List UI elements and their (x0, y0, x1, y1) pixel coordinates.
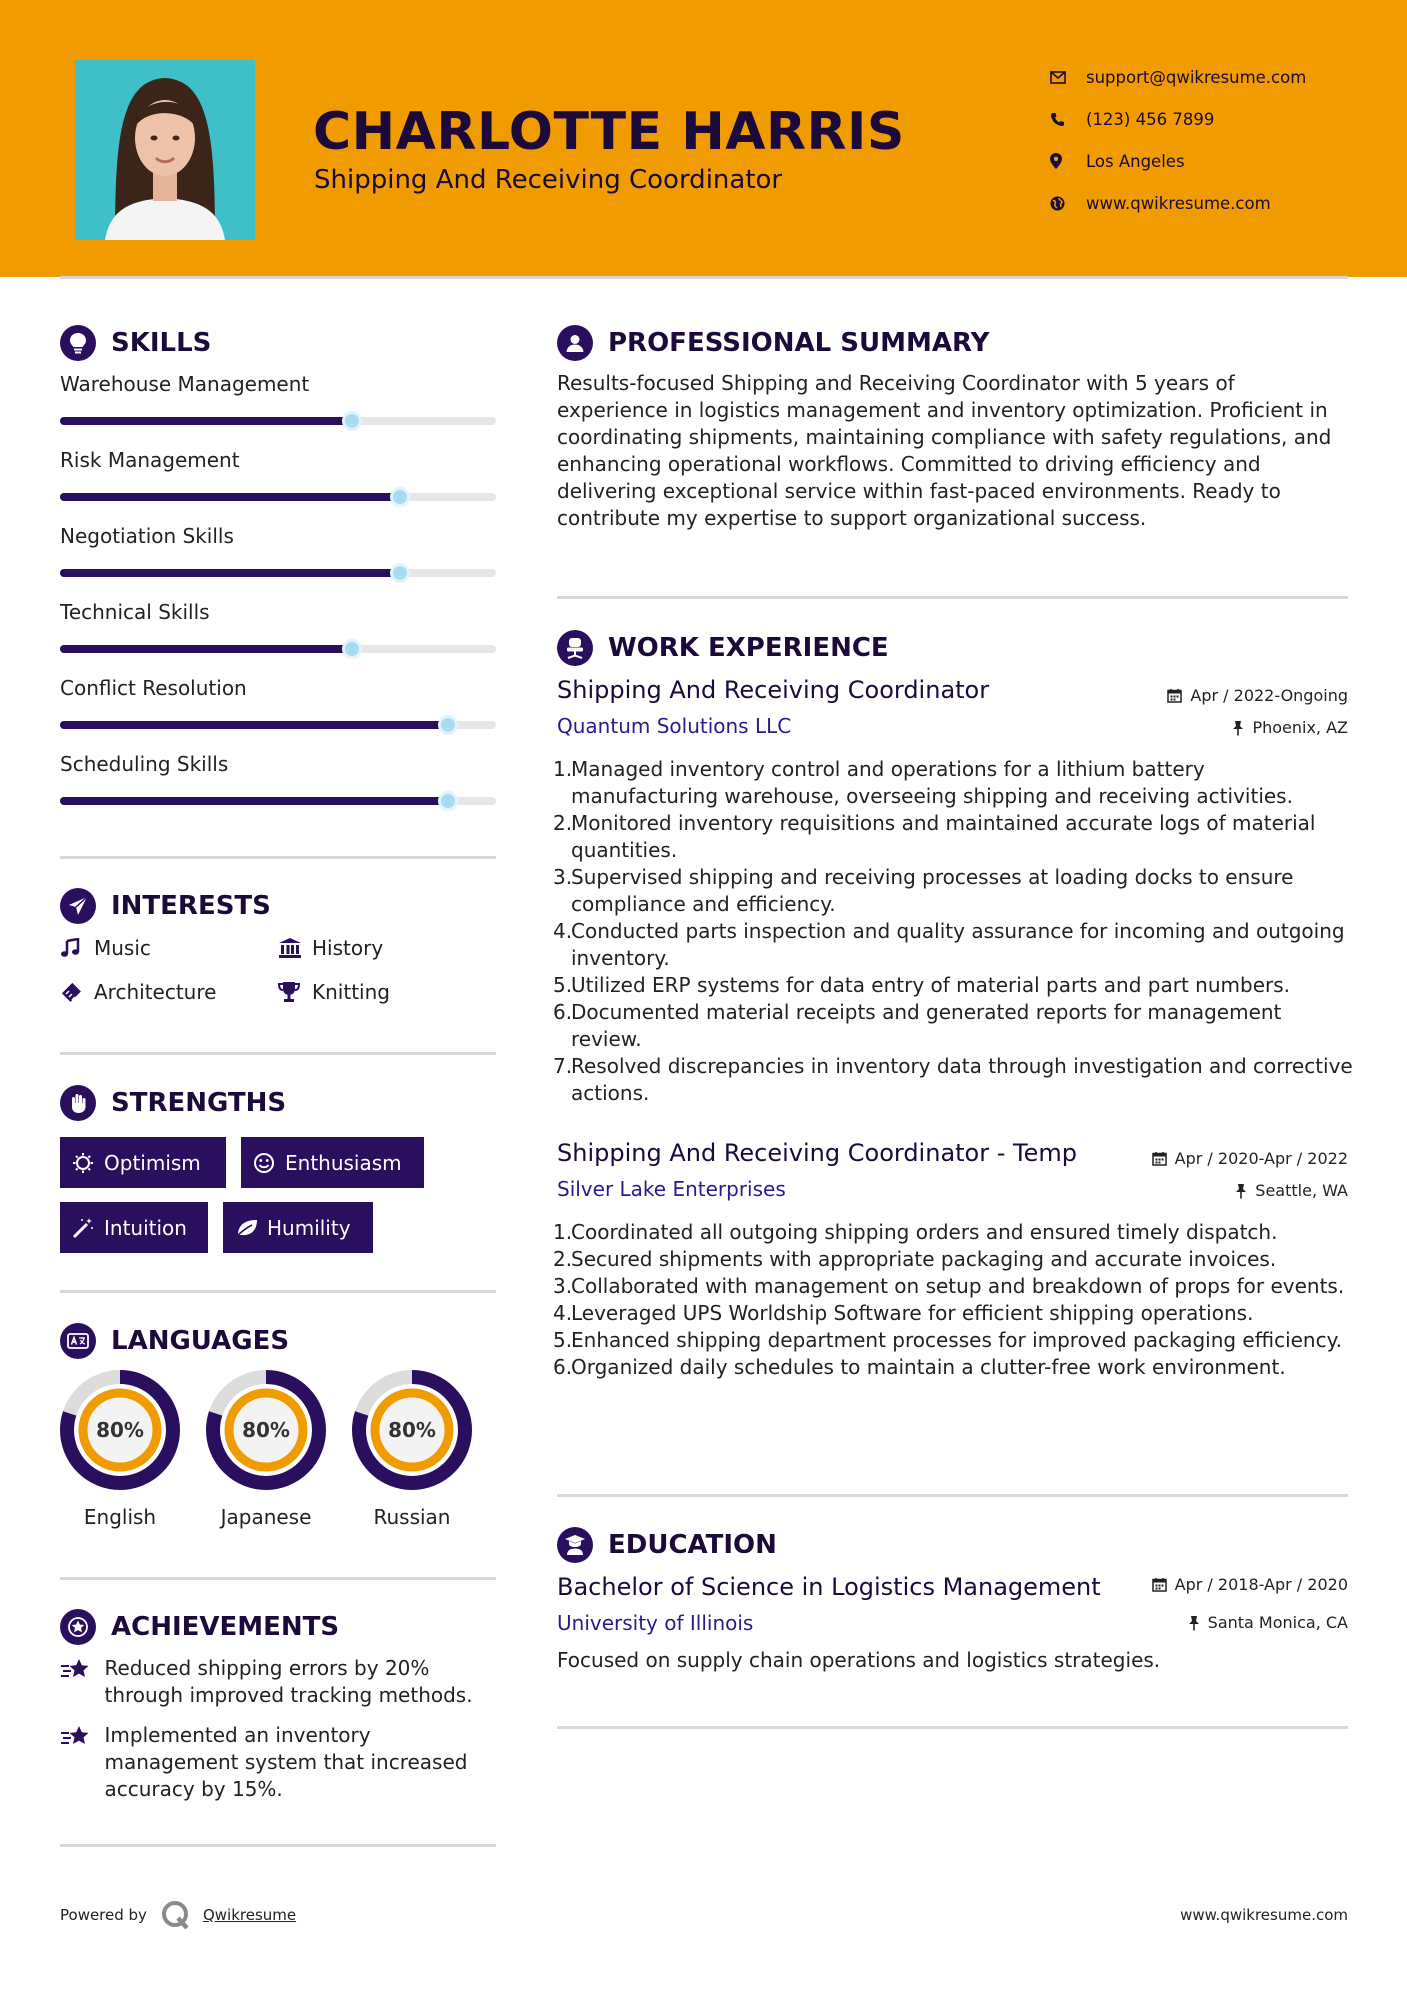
skill-label: Conflict Resolution (60, 676, 247, 700)
office-chair-icon (557, 630, 593, 666)
skill-bar-knob (438, 715, 458, 735)
job-bullet: 4. Conducted parts inspection and quality assurance for incoming and outgoing inventory. (553, 919, 1345, 970)
pushpin-icon (1235, 1183, 1247, 1199)
education-title: EDUCATION (608, 1530, 777, 1560)
language-donut (351, 1369, 473, 1491)
shooting-star-icon (60, 1722, 105, 1803)
skill-label: Technical Skills (60, 600, 210, 624)
experience-title: WORK EXPERIENCE (608, 633, 889, 663)
trophy-icon (278, 981, 312, 1003)
experience-heading (557, 630, 889, 666)
languages-divider (60, 1577, 496, 1580)
strength-badge-intuition (60, 1202, 208, 1253)
job-bullet: 3. Collaborated with management on setup and breakdown of props for events. (553, 1274, 1345, 1298)
envelope-icon (1050, 71, 1086, 84)
paper-plane-icon (60, 888, 96, 924)
strength-badge-optimism (60, 1137, 226, 1188)
education-date (1152, 1575, 1348, 1594)
skill-bar (60, 417, 496, 425)
achievement-text: Implemented an inventory management system that increased accuracy by 15%. (104, 1723, 468, 1801)
language-donut (205, 1369, 327, 1491)
education-location-text: Santa Monica, CA (1207, 1613, 1348, 1632)
contact-location-text: Los Angeles (1086, 151, 1185, 171)
education-date-text: Apr / 2018-Apr / 2020 (1174, 1575, 1348, 1594)
job-bullet: 1. Coordinated all outgoing shipping orders and ensured timely dispatch. (553, 1220, 1278, 1244)
skills-divider (60, 856, 496, 859)
strength-badge-enthusiasm (241, 1137, 424, 1188)
job-bullet: 5. Enhanced shipping department processes for improved packaging efficiency. (553, 1328, 1342, 1352)
job-bullets (553, 1219, 1353, 1381)
job-bullet: 4. Leveraged UPS Worldship Software for efficient shipping operations. (553, 1301, 1254, 1325)
job-bullet: 2. Secured shipments with appropriate packaging and accurate invoices. (553, 1247, 1277, 1271)
contact-phone[interactable] (1050, 98, 1306, 140)
skills-title: SKILLS (111, 328, 212, 358)
interest-item-music (60, 936, 151, 960)
skills-heading (60, 325, 211, 361)
contact-email-text: support@qwikresume.com (1086, 67, 1307, 87)
skill-bar (60, 493, 496, 501)
powered-by-text: Powered by (60, 1906, 147, 1924)
education-school: University of Illinois (557, 1611, 754, 1635)
language-label: English (83, 1505, 157, 1529)
job-bullet: 7. Resolved discrepancies in inventory data through investigation and corrective actions. (553, 1054, 1353, 1105)
qwikresume-link[interactable]: Qwikresume (202, 1906, 297, 1924)
job-bullets (553, 756, 1353, 1107)
skill-bar-fill (60, 493, 400, 501)
language-donut (59, 1369, 181, 1491)
summary-heading (557, 325, 989, 361)
skill-bar-fill (60, 645, 352, 653)
job-date (1167, 686, 1348, 705)
ruler-pencil-icon (60, 981, 94, 1003)
interest-label-knitting: Knitting (312, 980, 390, 1004)
pushpin-icon (1232, 720, 1244, 736)
education-degree: Bachelor of Science in Logistics Management (557, 1573, 1101, 1601)
summary-title: PROFESSIONAL SUMMARY (608, 328, 990, 358)
museum-icon (278, 937, 312, 959)
leaf-icon (235, 1218, 267, 1238)
skill-bar-fill (60, 721, 448, 729)
strength-label-intuition: Intuition (104, 1215, 187, 1240)
job-company: Quantum Solutions LLC (557, 714, 792, 738)
skill-bar-knob (390, 563, 410, 583)
job-role: Shipping And Receiving Coordinator - Temp (557, 1139, 1077, 1167)
skill-bar (60, 645, 496, 653)
strengths-title: STRENGTHS (111, 1088, 287, 1118)
summary-text: Results-focused Shipping and Receiving Coordinator with 5 years of experience in logistics management and inventory optimization. Proficient in coordinating shipments, maintaining compliance with safety regulations, and enhancing operational workflows. Committed to driving efficiency and delivering exceptional service within fast-paced environments. Ready to contribute my expertise to support organizational success. (557, 371, 1332, 530)
profile-photo (75, 60, 255, 240)
interests-divider (60, 1052, 496, 1055)
calendar-icon (1167, 688, 1182, 703)
raised-hand-icon (60, 1085, 96, 1121)
experience-divider (557, 1494, 1348, 1497)
strengths-heading (60, 1085, 286, 1121)
strengths-divider (60, 1290, 496, 1293)
strength-label-optimism: Optimism (104, 1150, 201, 1175)
contact-email[interactable] (1050, 56, 1306, 98)
skill-bar-fill (60, 417, 352, 425)
footer-website[interactable]: www.qwikresume.com (1180, 1906, 1348, 1924)
education-heading (557, 1527, 777, 1563)
job-bullet: 6. Documented material receipts and generated reports for management review. (553, 1000, 1282, 1051)
candidate-name: CHARLOTTE HARRIS (313, 102, 905, 162)
skill-bar-fill (60, 569, 400, 577)
header-divider (60, 276, 1348, 279)
job-company: Silver Lake Enterprises (557, 1177, 786, 1201)
language-label: Japanese (220, 1505, 312, 1529)
languages-heading (60, 1323, 289, 1359)
skill-bar (60, 569, 496, 577)
skill-label: Negotiation Skills (60, 524, 234, 548)
job-bullet: 3. Supervised shipping and receiving processes at loading docks to ensure compliance and efficiency. (553, 865, 1294, 916)
star-badge-icon (60, 1609, 96, 1645)
job-bullet: 6. Organized daily schedules to maintain a clutter-free work environment. (553, 1355, 1286, 1379)
education-location (1188, 1613, 1348, 1632)
job-date-text: Apr / 2022-Ongoing (1190, 686, 1348, 705)
language-percent: 80% (388, 1418, 436, 1442)
contact-list (1050, 56, 1306, 224)
languages-title: LANGUAGES (111, 1326, 290, 1356)
achievements-heading (60, 1609, 339, 1645)
smile-icon (253, 1152, 285, 1174)
interest-label-music: Music (94, 936, 151, 960)
achievement-text: Reduced shipping errors by 20% through improved tracking methods. (104, 1656, 473, 1707)
language-percent: 80% (96, 1418, 144, 1442)
interest-item-knitting (278, 980, 390, 1004)
job-bullet: 1. Managed inventory control and operations for a lithium battery manufacturing warehouse, overseeing shipping and receiving activities. (553, 757, 1293, 808)
qwikresume-logo-icon (161, 1900, 191, 1930)
resume-header (0, 0, 1407, 277)
contact-phone-text: (123) 456 7899 (1086, 109, 1215, 129)
achievements-title: ACHIEVEMENTS (111, 1612, 340, 1642)
interest-label-architecture: Architecture (94, 980, 217, 1004)
phone-icon (1050, 112, 1086, 127)
language-percent: 80% (242, 1418, 290, 1442)
language-label: Russian (373, 1505, 451, 1529)
strength-label-humility: Humility (267, 1215, 351, 1240)
contact-location (1050, 140, 1306, 182)
job-location (1235, 1181, 1348, 1200)
graduate-icon (557, 1527, 593, 1563)
skill-bar (60, 721, 496, 729)
job-bullet: 5. Utilized ERP systems for data entry of material parts and part numbers. (553, 973, 1290, 997)
calendar-icon (1152, 1151, 1167, 1166)
education-description: Focused on supply chain operations and logistics strategies. (557, 1648, 1161, 1672)
interests-title: INTERESTS (111, 891, 271, 921)
education-divider (557, 1726, 1348, 1729)
strength-label-enthusiasm: Enthusiasm (285, 1150, 402, 1175)
job-date (1152, 1149, 1348, 1168)
calendar-icon (1152, 1577, 1167, 1592)
job-location-text: Seattle, WA (1255, 1181, 1348, 1200)
sun-icon (72, 1152, 104, 1174)
interest-label-history: History (312, 936, 384, 960)
shooting-star-icon (60, 1655, 105, 1709)
map-marker-icon (1050, 153, 1086, 169)
summary-divider (557, 596, 1348, 599)
achievements-divider (60, 1844, 496, 1847)
lightbulb-icon (60, 325, 96, 361)
interests-heading (60, 888, 271, 924)
magic-wand-icon (72, 1217, 104, 1239)
skill-label: Warehouse Management (60, 372, 310, 396)
language-icon (60, 1323, 96, 1359)
strength-badge-humility (223, 1202, 373, 1253)
contact-website-text: www.qwikresume.com (1086, 193, 1271, 213)
globe-icon (1050, 196, 1086, 211)
interest-item-history (278, 936, 383, 960)
achievement-item (60, 1722, 500, 1803)
job-role: Shipping And Receiving Coordinator (557, 676, 990, 704)
skill-label: Scheduling Skills (60, 752, 229, 776)
job-location-text: Phoenix, AZ (1252, 718, 1348, 737)
skill-bar (60, 797, 496, 805)
skill-bar-knob (342, 411, 362, 431)
music-icon (60, 938, 94, 958)
user-icon (557, 325, 593, 361)
contact-website[interactable] (1050, 182, 1306, 224)
job-bullet: 2. Monitored inventory requisitions and maintained accurate logs of material quantities. (553, 811, 1316, 862)
job-location (1232, 718, 1348, 737)
interest-item-architecture (60, 980, 216, 1004)
skill-bar-fill (60, 797, 448, 805)
achievement-item (60, 1655, 500, 1709)
skill-bar-knob (438, 791, 458, 811)
skill-bar-knob (342, 639, 362, 659)
pushpin-icon (1188, 1615, 1200, 1631)
job-date-text: Apr / 2020-Apr / 2022 (1174, 1149, 1348, 1168)
skill-label: Risk Management (60, 448, 240, 472)
skill-bar-knob (390, 487, 410, 507)
footer-powered-by (60, 1900, 296, 1930)
candidate-title: Shipping And Receiving Coordinator (314, 165, 783, 195)
